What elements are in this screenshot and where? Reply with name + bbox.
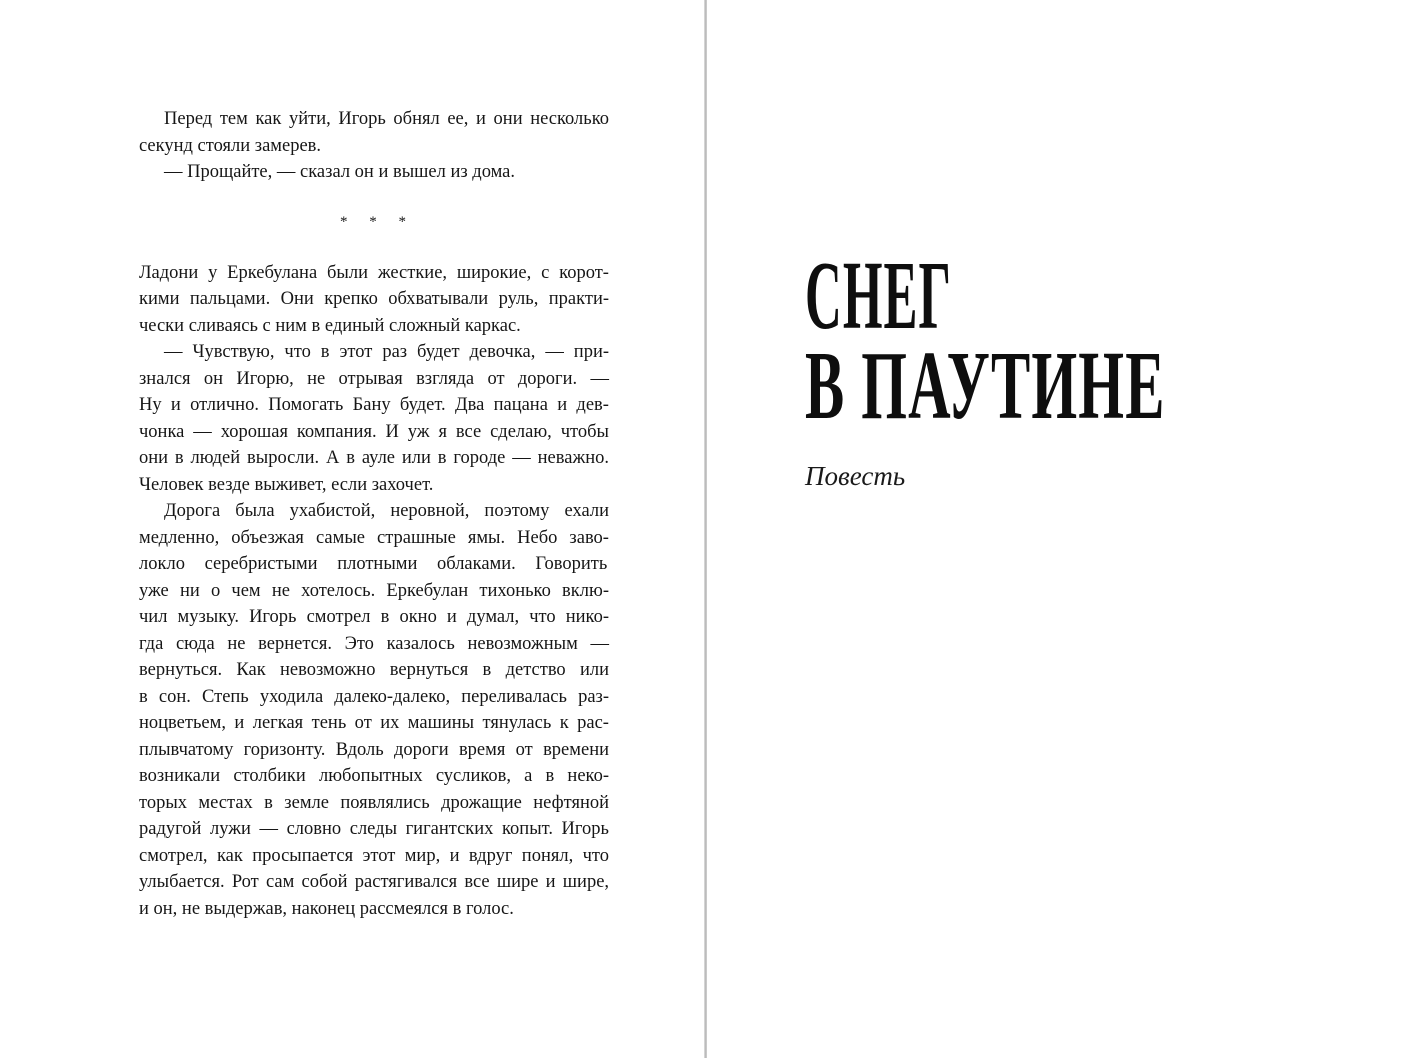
text-line: плывчатому горизонту. Вдоль дороги время от времени [139, 739, 609, 760]
text-line: смотрел, как просыпается этот мир, и вдруг понял, что [139, 845, 609, 866]
text-line: чески сливаясь с ним в единый сложный каркас. [139, 315, 521, 336]
text-line: торых местах в земле появлялись дрожащие нефтяной [139, 792, 610, 813]
text-line: вернуться. Как невозможно вернуться в детство или [139, 660, 610, 680]
left-page [0, 0, 704, 1058]
title-line: СНЕГ [805, 242, 952, 350]
text-line: Перед тем как уйти, Игорь обнял ее, и они несколько [164, 109, 610, 129]
text-line: радугой лужи — словно следы гигантских копыт. Игорь [139, 819, 609, 839]
paragraph [139, 159, 609, 186]
text-line: улыбается. Рот сам собой растягивался все шире и шире, [139, 872, 610, 892]
text-line: ноцветьем, и легкая тень от их машины тянулась к рас- [139, 713, 609, 733]
title-line: В ПАУТИНЕ [805, 332, 1166, 440]
text-line: гда сюда не вернется. Это казалось невозможным — [139, 633, 609, 654]
story-subtitle: Повесть [805, 461, 906, 491]
section-separator: * * * [340, 214, 408, 231]
paragraph [139, 260, 609, 340]
text-line: уже ни о чем не хотелось. Еркебулан тихонько вклю- [139, 580, 609, 601]
text-line: локло серебристыми плотными облаками. Говорить [139, 554, 608, 574]
text-line: — Чувствую, что в этот раз будет девочка, — при- [164, 342, 610, 362]
text-line: секунд стояли замерев. [139, 135, 322, 156]
text-line: медленно, объезжая самые страшные ямы. Небо заво- [139, 527, 609, 548]
text-line: Человек везде выживет, если захочет. [139, 474, 434, 495]
right-page [707, 0, 1410, 1058]
body-text [139, 106, 609, 922]
story-title [805, 242, 1406, 440]
text-line: знался он Игорю, не отрывая взгляда от дороги. — [139, 368, 609, 389]
text-line: возникали столбики любопытных сусликов, а в неко- [139, 766, 609, 786]
text-line: они в людей выросли. А в ауле или в городе — неважно. [139, 448, 609, 468]
text-line: — Прощайте, — сказал он и вышел из дома. [164, 162, 516, 182]
paragraph [139, 498, 609, 922]
text-line: и он, не выдержав, наконец рассмеялся в голос. [139, 898, 514, 919]
text-line: Дорога была ухабистой, неровной, поэтому ехали [164, 501, 610, 521]
paragraph [139, 106, 609, 159]
paragraph [139, 339, 609, 498]
text-line: в сон. Степь уходила далеко-далеко, переливалась раз- [139, 686, 610, 707]
text-line: Ладони у Еркебулана были жесткие, широкие, с корот- [139, 262, 609, 283]
text-line: чил музыку. Игорь смотрел в окно и думал, что нико- [139, 607, 609, 627]
text-line: Ну и отлично. Помогать Бану будет. Два пацана и дев- [139, 395, 609, 415]
text-line: кими пальцами. Они крепко обхватывали руль, практи- [139, 289, 610, 309]
text-line: чонка — хорошая компания. И уж я все сделаю, чтобы [139, 421, 609, 442]
